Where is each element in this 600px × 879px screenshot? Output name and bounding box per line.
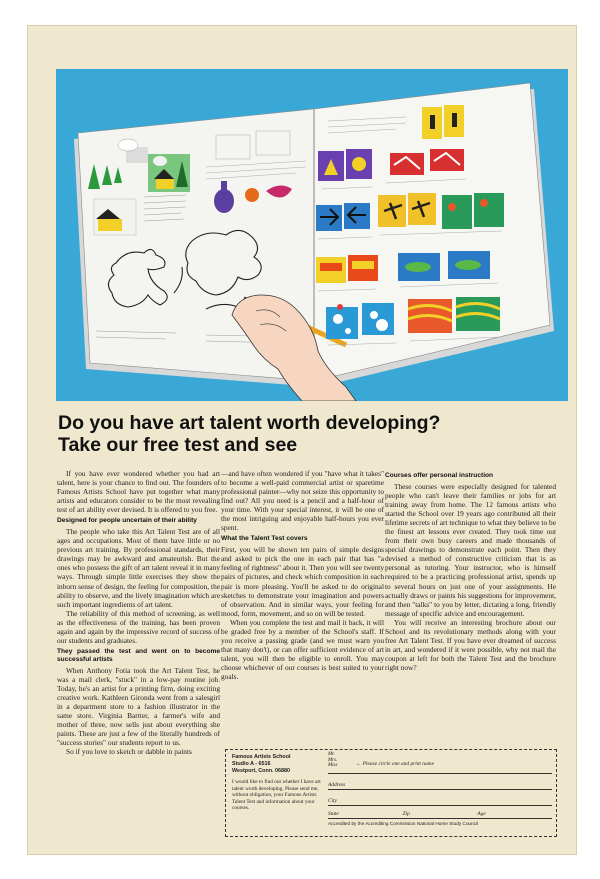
paragraph: These courses were especially designed for talented people who can't leave their families or jobs for art training away from home. The 12 famous artists who started the School over 19 years ago contributed all their lifetime secrets of art technique to what they believe to be the finest art lessons ever created. They took time out from their own busy careers and made thousands of special drawings to demonstrate each point. Then they devised a method of constructive criticism that is as personal as tutoring. Your instructor, who is himself required to be a practicing professional artist, spends up to several hours on just one of your assignments. He actually draws or paints his suggestions for improvement, and then "talks" to you by letter, dictating a long, friendly message of specific advice and encouragement. [385,482,556,618]
headline [58,412,568,456]
headline-line-1: Do you have art talent worth developing? [58,412,441,434]
state-zip-age-row [328,806,552,819]
paragraph: When Anthony Fotia took the Art Talent Test, he was a mail clerk, "stuck" in a low-pay routine job. Today, he's an artist for a printing firm, doing exciting creative work. Kathleen Gironda went from a salesgirl in a department store to a fashion illustrator in the same store. Virginia Bartter, a farmer's wife and mother of three, now sells just about everything she paints. These are just a few of the literally hundreds of "success stories" our students report to us. [57,665,220,748]
coupon-request-text: I would like to find out whether I have art talent worth developing. Please send me, without obligation, your Famous Artists Talent Test and information about your courses. [232,779,321,811]
paragraph: So if you love to sketch or dabble in paints [66,747,192,757]
subheading: Courses offer personal instruction [385,472,494,479]
body-column-1 [57,469,220,756]
paragraph: The people who take this Art Talent Test are of all ages and occupations. Most of them have little or no previous art training. By professional standards, their drawings may be awkward and amateurish. But the ones who possess the gift of art talent reveal it in many ways. Through simple little exercises they show the inborn sense of design, the feeling for composition, the ability to observe, and the lively imagination which are such important ingredients of art talent. [57,527,220,609]
state-field[interactable]: State [328,811,339,817]
subheading: They passed the test and went on to become successful artists [57,647,220,663]
school-city: Westport, Conn. 06880 [232,768,291,774]
subheading: What the Talent Test covers [221,535,308,543]
city-field[interactable]: City [328,790,552,806]
studio-code: Studio A - 6516 [232,761,271,767]
paragraph: When you complete the test and mail it back, it will be graded free by a member of the School's staff. If you receive a passing grade (and we must warn you that many don't), or can offer sufficient evidence of art talent, you will then be eligible to enroll. You may choose whichever of our courses is best suited to your goals. [221,617,384,681]
paragraph: First, you will be shown ten pairs of simple designs and asked to pick the one in each pair that has "a feeling of rightness" about it. Then you will see twenty pairs of pictures, and check which composition in each pair is more pleasing. You'll be asked to do original sketches to demonstrate your imagination and powers of observation. And in similar ways, your feeling for mood, form, movement, and so on will be tested. [221,545,384,618]
magazine-page [28,26,576,854]
school-name: Famous Artists School [232,754,291,760]
zip-field[interactable]: Zip [402,811,410,817]
age-field[interactable]: Age [477,811,486,817]
paragraph: —and have often wondered if you "have what it takes" to become a well-paid commercial artist or sparetime professional painter—why not seize this opportunity to find out? All you need is a pencil and a half-hour of your time. With your special interest, it will be one of the most intriguing and enjoyable half-hours you ever spent. [221,469,384,533]
paragraph: If you have ever wondered whether you had art talent, here is your chance to find out. The founders of Famous Artists School have put together what many artists and educators consider to be the most revealing test of art ability ever devised. It is offered to you free. [57,469,220,515]
open-book-drawing [56,69,568,401]
accreditation-note: Accredited by the Accrediting Commission National Home Study Council [328,821,479,826]
body-column-2 [221,469,384,681]
name-field[interactable] [328,754,552,774]
art-test-illustration [56,69,568,401]
paragraph: You will receive an interesting brochure about our School and its revolutionary methods along with your free Art Talent Test. If you have ever dreamed of success in art, and wondered if it were possible, why not mail the coupon at left for both the Talent Test and the brochure right now? [385,617,556,672]
name-hint: ← Please circle one and print name [356,761,434,767]
salutation-options[interactable]: Mr. Mrs. Miss [328,752,338,769]
paragraph: The reliability of this method of screening, as well as the effectiveness of the training, has been proven again and again by the impressive record of success of our students and graduates. [57,608,220,645]
headline-line-2: Take our free test and see [58,434,298,456]
body-column-3 [385,469,556,672]
mail-in-coupon[interactable] [225,749,557,837]
coupon-form [328,754,552,826]
coupon-address-block [232,754,324,812]
address-field[interactable]: Address [328,774,552,790]
subheading: Designed for people uncertain of their ability [57,517,197,525]
